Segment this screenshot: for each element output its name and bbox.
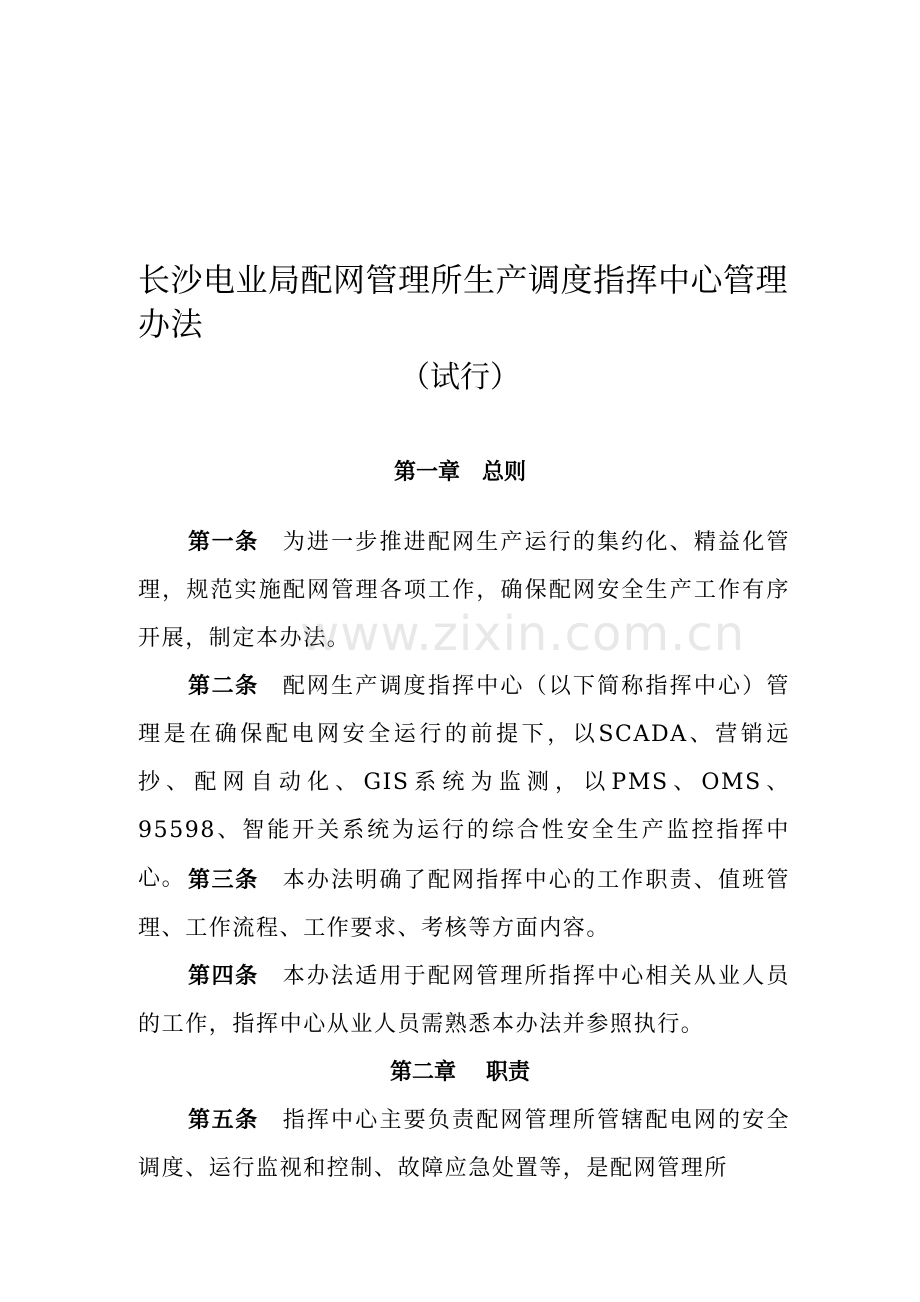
chapter-name: 职责: [486, 1059, 531, 1085]
article-text: 指挥中心主要负责配网管理所管辖配电网的安全调度、运行监视和控制、故障应急处置等，是配网管理所: [138, 1108, 790, 1181]
article-label: 第五条: [188, 1107, 259, 1133]
article-label: 第四条: [188, 963, 259, 989]
watermark: www.zixin.com.cn: [300, 606, 746, 662]
chapter-heading-2: [0, 1056, 920, 1088]
article-text: 配网生产调度指挥中心（以下简称指挥中心）管理是在确保配电网安全运行的前提下，以SCADA、营销远抄、配网自动化、GIS系统为监测，以PMS、OMS、95598、智能开关系统为运行的综合性安全生产监控指挥中心。: [138, 674, 790, 891]
chapter-name: 总则: [482, 459, 527, 485]
article-1: [138, 518, 790, 663]
document-subtitle: （试行）: [400, 360, 520, 395]
article-5: [138, 1096, 790, 1193]
article-4: [138, 952, 790, 1049]
article-text: 为进一步推进配网生产运行的集约化、精益化管理，规范实施配网管理各项工作，确保配网安全生产工作有序开展，制定本办法。: [138, 530, 790, 651]
chapter-heading-1: [0, 456, 920, 488]
article-label: 第二条: [188, 673, 259, 699]
article-text: 本办法明确了配网指挥中心的工作职责、值班管理、工作流程、工作要求、考核等方面内容。: [138, 868, 790, 941]
article-label: 第一条: [188, 529, 259, 555]
document-title: 长沙电业局配网管理所生产调度指挥中心管理办法: [138, 261, 789, 343]
article-text: 本办法适用于配网管理所指挥中心相关从业人员的工作，指挥中心从业人员需熟悉本办法并参照执行。: [138, 964, 790, 1037]
article-3: [138, 856, 790, 953]
chapter-number: 第二章: [389, 1059, 456, 1085]
article-label: 第三条: [188, 867, 259, 893]
chapter-number: 第一章: [393, 459, 460, 485]
